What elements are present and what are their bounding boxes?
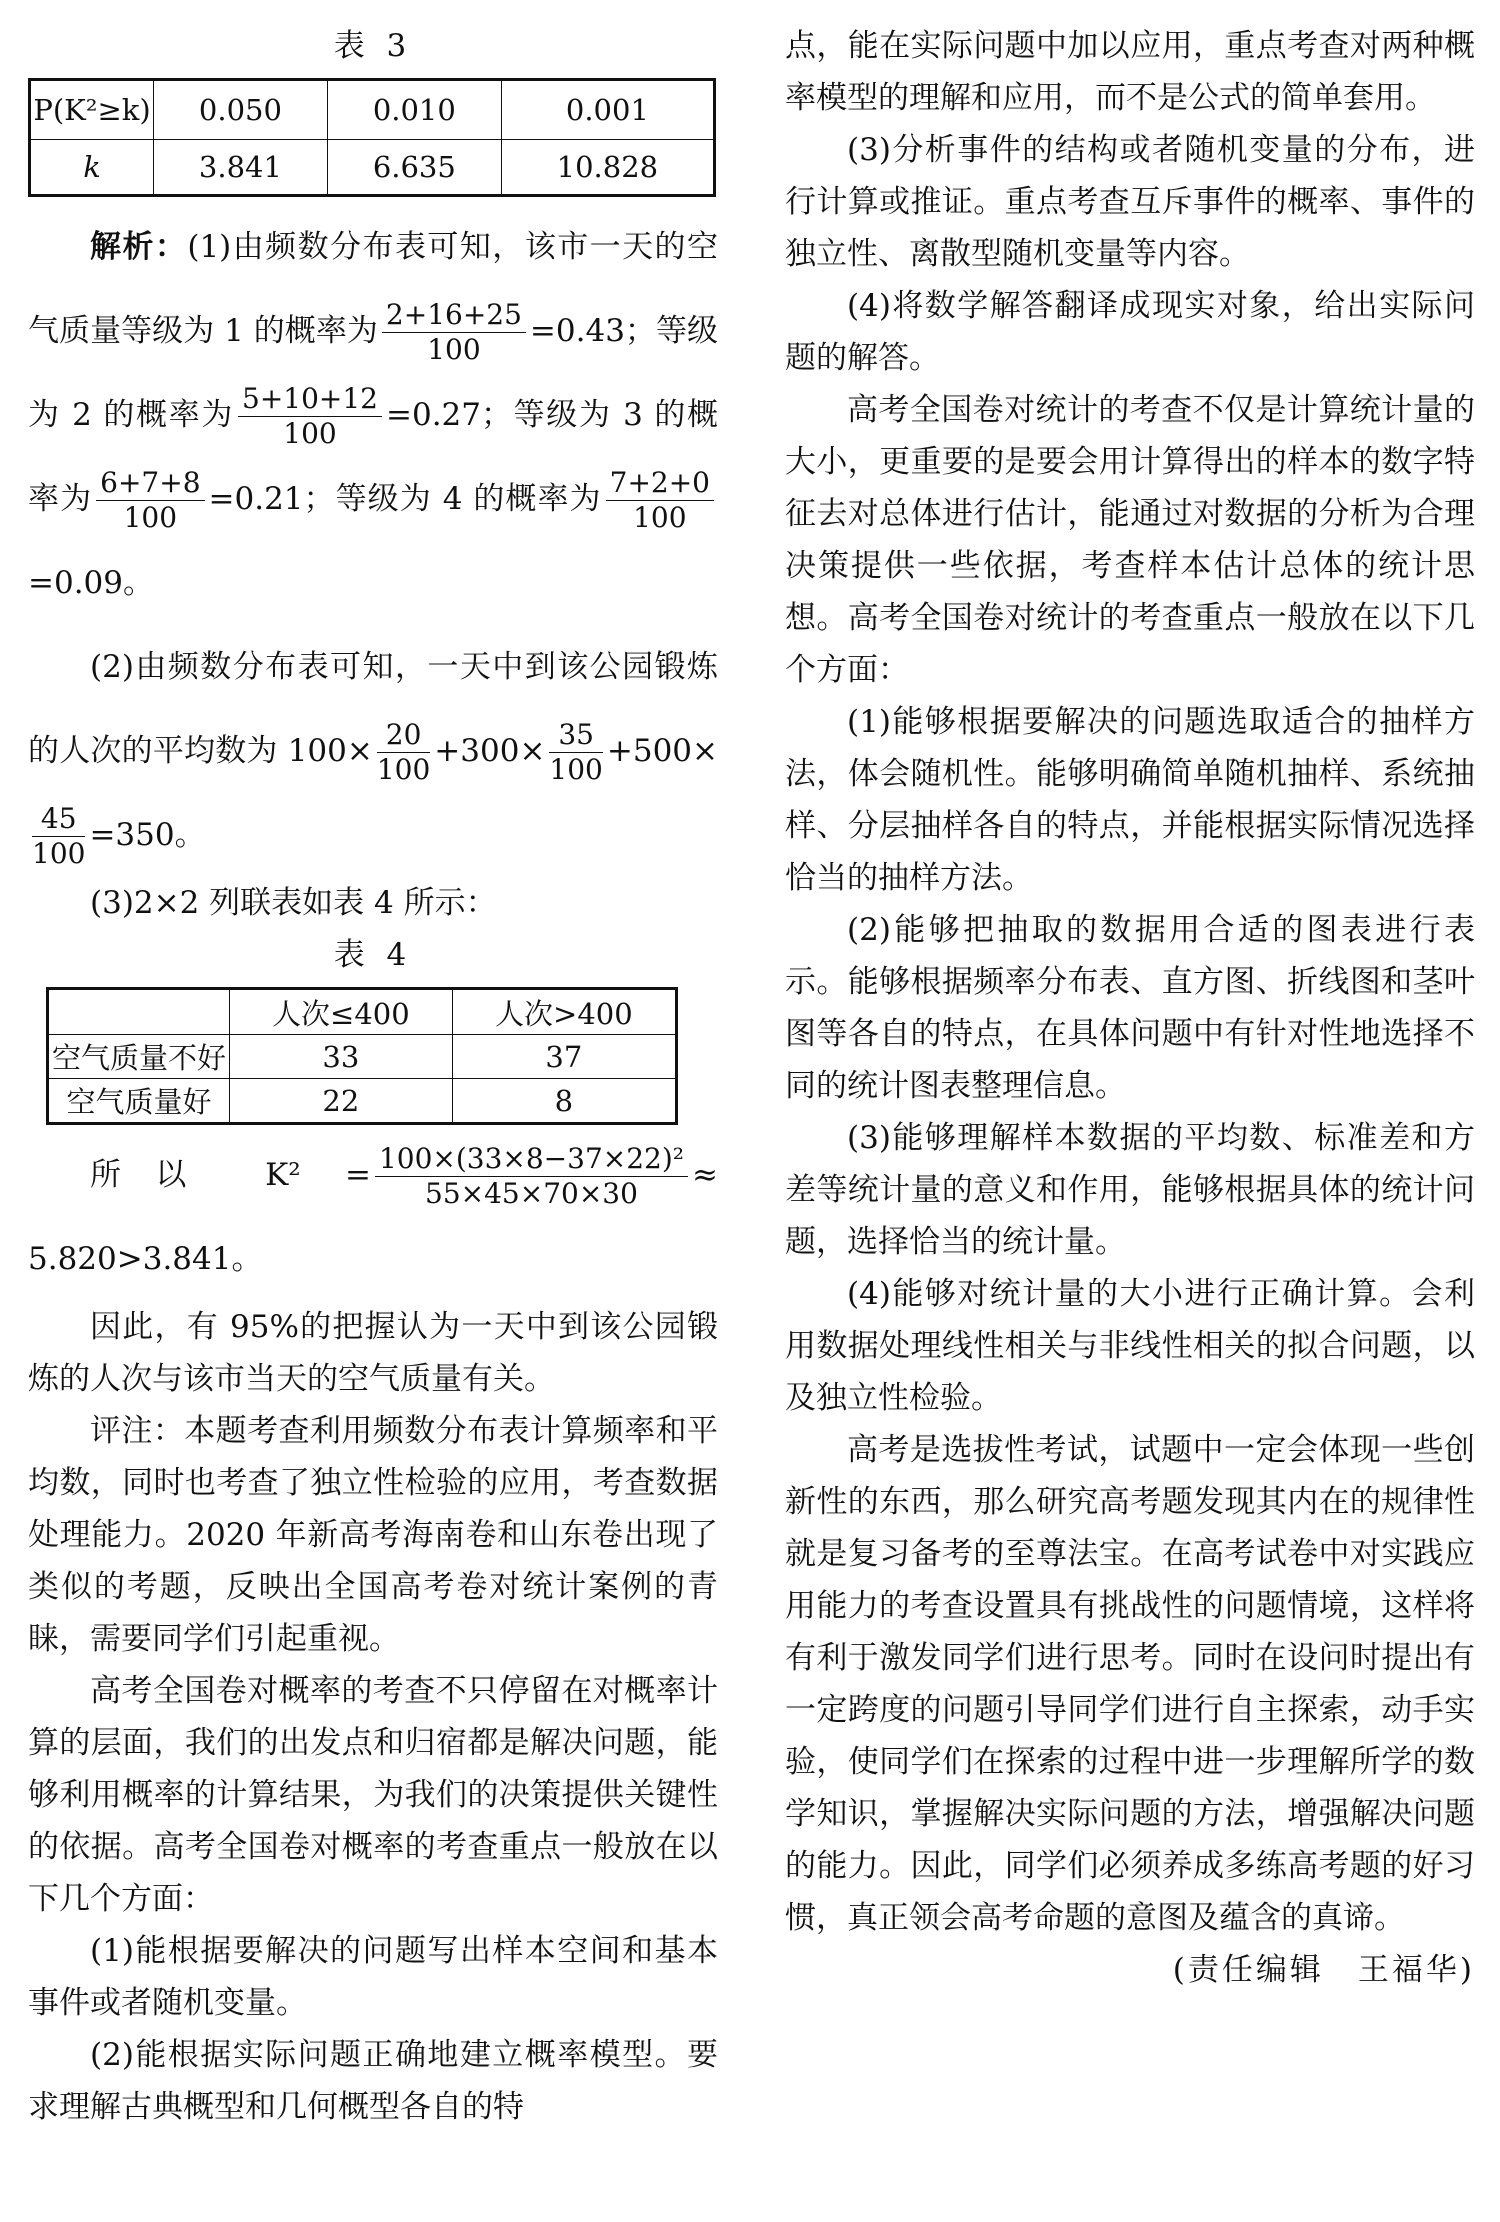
comment: 评注：本题考查利用频数分布表计算频率和平均数，同时也考查了独立性检验的应用，考查数据处理能力。2020 年新高考海南卷和山东卷出现了类似的考题，反映出全国高考卷对统计案例的青睐，需要同学们引起重视。 [28, 1413, 718, 1657]
table4-cell: 22 [230, 1079, 453, 1124]
editor-credit: (责任编辑 王福华) [1172, 1952, 1475, 1988]
solution-part3: (3)2×2 列联表如表 4 所示： [90, 885, 497, 921]
paragraph: (1)能够根据要解决的问题选取适合的抽样方法，体会随机性。能够明确简单随机抽样、系统抽样、分层抽样各自的特点，并能根据实际情况选择恰当的抽样方法。 [785, 704, 1475, 896]
table3 [28, 78, 716, 197]
paragraph: 高考是选拔性考试，试题中一定会体现一些创新性的东西，那么研究高考题发现其内在的规律性就是复习备考的至尊法宝。在高考试卷中对实践应用能力的考查设置具有挑战性的问题情境，这样将有利于激发同学们进行思考。同时在设问时提出有一定跨度的问题引导同学们进行自主探索，动手实验，使同学们在探索的过程中进一步理解所学的数学知识，掌握解决实际问题的方法，增强解决问题的能力。因此，同学们必须养成多练高考题的好习惯，真正领会高考命题的意图及蕴含的真谛。 [785, 1432, 1475, 1936]
denominator: 100 [427, 333, 481, 366]
fraction [96, 466, 204, 534]
conclusion: 因此，有 95%的把握认为一天中到该公园锻炼的人次与该市当天的空气质量有关。 [28, 1309, 718, 1397]
text: =0.27；等级为 3 的概率为 [28, 397, 718, 517]
paragraph: (4)能够对统计量的大小进行正确计算。会利用数据处理线性相关与非线性相关的拟合问题，以及独立性检验。 [785, 1276, 1475, 1416]
paragraph: (4)将数学解答翻译成现实对象，给出实际问题的解答。 [785, 288, 1475, 376]
table4 [46, 987, 678, 1125]
table4-caption: 表 4 [333, 937, 413, 973]
denominator: 100 [549, 753, 603, 786]
denominator: 100 [633, 501, 687, 534]
denominator: 100 [283, 417, 337, 450]
solution-label: 解析： [90, 229, 188, 265]
chi-square-formula [28, 1133, 718, 1301]
numerator: 45 [32, 805, 85, 837]
left-column [28, 20, 718, 2133]
fraction [606, 466, 714, 534]
table4-cell: 37 [452, 1035, 676, 1079]
fraction [549, 718, 603, 786]
denominator: 55×45×70×30 [425, 1177, 638, 1210]
table4-header-cell: 人次≤400 [230, 989, 453, 1035]
fraction [375, 1142, 688, 1210]
fraction [238, 382, 382, 450]
denominator: 100 [32, 837, 86, 870]
table3-cell: 0.050 [154, 80, 328, 140]
text: 所以 K² = [90, 1157, 371, 1193]
paragraph: (2)能够把抽取的数据用合适的图表进行表示。能够根据频率分布表、直方图、折线图和茎叶图等各自的特点，在具体问题中有针对性地选择不同的统计图表整理信息。 [785, 912, 1475, 1104]
paragraph: 点，能在实际问题中加以应用，重点考查对两种概率模型的理解和应用，而不是公式的简单套用。 [785, 28, 1475, 116]
table3-cell: P(K²≥k) [30, 80, 154, 140]
text: =0.21；等级为 4 的概率为 [208, 481, 602, 517]
text: +500× [606, 733, 718, 769]
numerator: 7+2+0 [606, 469, 714, 501]
fraction [376, 718, 431, 786]
paragraph: (3)能够理解样本数据的平均数、标准差和方差等统计量的意义和作用，能够根据具体的统计问题，选择恰当的统计量。 [785, 1120, 1475, 1260]
numerator: 5+10+12 [238, 385, 382, 417]
solution-part2 [28, 625, 718, 877]
numerator: 35 [549, 721, 602, 753]
table3-cell: 3.841 [154, 140, 328, 196]
table4-header-cell [48, 989, 230, 1035]
table4-header-cell: 人次>400 [452, 989, 676, 1035]
paragraph: 高考全国卷对概率的考查不只停留在对概率计算的层面，我们的出发点和归宿都是解决问题，能够利用概率的计算结果，为我们的决策提供关键性的依据。高考全国卷对概率的考查重点一般放在以下几个方面： [28, 1673, 718, 1917]
table4-cell: 8 [452, 1079, 676, 1124]
table3-cell: 0.010 [327, 80, 501, 140]
solution-part1 [28, 205, 718, 625]
right-column [785, 20, 1475, 1996]
paragraph: (1)能根据要解决的问题写出样本空间和基本事件或者随机变量。 [28, 1933, 718, 2021]
text: =350。 [89, 817, 206, 853]
paragraph: 高考全国卷对统计的考查不仅是计算统计量的大小，更重要的是要会用计算得出的样本的数字特征去对总体进行估计，能通过对数据的分析为合理决策提供一些依据，考查样本估计总体的统计思想。高考全国卷对统计的考查重点一般放在以下几个方面： [785, 392, 1475, 688]
text: +300× [434, 733, 546, 769]
text: ≈ 5.820>3.841。 [28, 1157, 718, 1277]
paragraph: (2)能根据实际问题正确地建立概率模型。要求理解古典概型和几何概型各自的特 [28, 2037, 718, 2125]
text: (1)由频数分布表可知，该市一天的空气质量等级为 1 的概率为 [28, 229, 719, 349]
table3-cell: 10.828 [501, 140, 714, 196]
text: (2)由频数分布表可知，一天中到该公园锻炼的人次的平均数为 100× [28, 649, 718, 769]
fraction [382, 298, 526, 366]
denominator: 100 [123, 501, 178, 534]
table3-cell: 6.635 [327, 140, 501, 196]
table3-cell: k [30, 140, 154, 196]
table3-cell: 0.001 [501, 80, 714, 140]
denominator: 100 [376, 753, 431, 786]
numerator: 6+7+8 [96, 469, 204, 501]
table4-cell: 空气质量不好 [48, 1035, 230, 1079]
fraction [32, 802, 86, 870]
text: =0.09。 [28, 565, 154, 601]
numerator: 2+16+25 [382, 301, 526, 333]
table3-caption: 表 3 [333, 28, 413, 64]
table4-cell: 空气质量好 [48, 1079, 230, 1124]
numerator: 100×(33×8−37×22)² [375, 1145, 688, 1177]
table4-cell: 33 [230, 1035, 453, 1079]
text: =0.43；等级为 2 的概率为 [28, 313, 718, 433]
numerator: 20 [377, 721, 430, 753]
paragraph: (3)分析事件的结构或者随机变量的分布，进行计算或推证。重点考查互斥事件的概率、事件的独立性、离散型随机变量等内容。 [785, 132, 1475, 272]
